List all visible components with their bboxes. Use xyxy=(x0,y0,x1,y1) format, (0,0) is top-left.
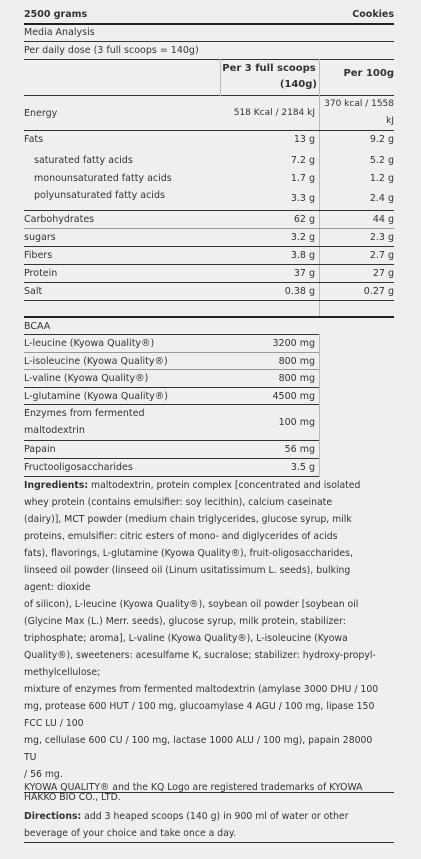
nutrient-row xyxy=(24,131,394,148)
col-separator xyxy=(319,334,320,477)
nutrient-row xyxy=(24,265,394,282)
col-header-scoops-l1: Per 3 full scoops xyxy=(222,63,316,74)
directions-line: beverage of your choice and take once a day. xyxy=(24,828,237,839)
bcaa-label: BCAA xyxy=(24,321,51,332)
ingredients-title: Ingredients: xyxy=(24,480,89,491)
ingredients-line: of silicon), L-leucine (Kyowa Quality®), soybean oil powder [soybean oil xyxy=(24,599,359,610)
col-header-scoops xyxy=(219,61,319,93)
trademark-line: HAKKO BIO CO., LTD. xyxy=(24,792,121,803)
bcaa-item-row xyxy=(24,388,319,405)
ingredients-line: FCC LU / 100 xyxy=(24,718,84,729)
ingredients-line: linseed oil powder (linseed oil (Linum usitatissimum L. seeds), bulking xyxy=(24,565,351,576)
col-header-per100: Per 100g xyxy=(343,68,394,79)
header-row xyxy=(24,6,394,22)
fos-row xyxy=(24,459,319,476)
directions-line: add 3 heaped scoops (140 g) in 900 ml of water or other xyxy=(81,811,349,822)
energy-per100-l1: 370 kcal / 1558 xyxy=(324,99,394,109)
ingredients-line: / 56 mg. xyxy=(24,769,63,780)
divider xyxy=(24,792,394,793)
nutrient-label: Fats xyxy=(24,134,44,145)
nutrient-row xyxy=(24,152,394,169)
divider xyxy=(24,59,394,60)
nutrient-per100: 2.3 g xyxy=(369,232,394,243)
ingredients-line: fats), flavorings, L-glutamine (Kyowa Quality®), fruit-oligosaccharides, xyxy=(24,548,353,559)
papain-row xyxy=(24,441,319,458)
nutrient-label: Salt xyxy=(24,286,43,297)
bcaa-item-value: 800 mg xyxy=(278,373,315,384)
bcaa-item-label: L-glutamine (Kyowa Quality®) xyxy=(24,391,169,402)
energy-label: Energy xyxy=(24,107,58,119)
nutrient-per100: 2.7 g xyxy=(369,250,394,261)
bcaa-item-row xyxy=(24,353,319,370)
nutrient-label: saturated fatty acids xyxy=(34,155,133,166)
enzymes-value: 100 mg xyxy=(278,416,315,428)
bcaa-item-row xyxy=(24,335,319,352)
ingredients-line: maltodextrin, protein complex [concentrated and isolated xyxy=(88,480,361,491)
enzymes-label-l2: maltodextrin xyxy=(24,425,85,436)
enzymes-row xyxy=(24,405,319,439)
dose-row xyxy=(24,42,394,59)
trademark-line: KYOWA QUALITY® and the KQ Logo are registered trademarks of KYOWA xyxy=(24,782,363,793)
trademark-block xyxy=(24,783,379,803)
fos-label: Fructooligosaccharides xyxy=(24,462,133,473)
nutrient-row xyxy=(24,229,394,246)
directions-block xyxy=(24,808,379,842)
nutrient-per100: 1.2 g xyxy=(369,173,394,184)
dose-label: Per daily dose (3 full scoops = 140g) xyxy=(24,45,199,56)
energy-scoops: 518 Kcal / 2184 kJ xyxy=(233,108,315,118)
ingredients-line: agent: dioxide xyxy=(24,582,91,593)
col-header-scoops-l2: (140g) xyxy=(279,79,317,90)
bcaa-row xyxy=(24,318,319,335)
nutrient-scoops: 7.2 g xyxy=(290,155,315,166)
papain-label: Papain xyxy=(24,444,56,455)
bcaa-item-value: 4500 mg xyxy=(272,391,315,402)
bcaa-item-label: L-valine (Kyowa Quality®) xyxy=(24,373,149,384)
nutrient-per100: 27 g xyxy=(372,268,394,279)
nutrient-row xyxy=(24,247,394,264)
ingredients-line: mixture of enzymes from fermented maltodextrin (amylase 3000 DHU / 100 xyxy=(24,684,379,695)
nutrient-row xyxy=(24,187,394,204)
nutrient-scoops: 3.8 g xyxy=(290,250,315,261)
nutrient-scoops: 37 g xyxy=(293,268,315,279)
col-separator xyxy=(220,59,221,96)
energy-per100-l2: kJ xyxy=(386,116,394,126)
nutrient-row xyxy=(24,211,394,228)
nutrient-per100: 5.2 g xyxy=(369,155,394,166)
energy-row xyxy=(24,96,394,130)
nutrient-scoops: 3.2 g xyxy=(290,232,315,243)
nutrient-label: Protein xyxy=(24,268,58,279)
energy-per100 xyxy=(319,96,394,130)
nutrient-label: Carbohydrates xyxy=(24,214,95,225)
nutrient-row xyxy=(24,283,394,300)
bcaa-item-label: L-leucine (Kyowa Quality®) xyxy=(24,338,155,349)
papain-value: 56 mg xyxy=(284,444,315,455)
nutrient-scoops: 62 g xyxy=(293,214,315,225)
nutrient-per100: 44 g xyxy=(372,214,394,225)
nutrient-label: monounsaturated fatty acids xyxy=(34,173,172,184)
ingredients-line: methylcellulose; xyxy=(24,667,101,678)
enzymes-label-l1: Enzymes from fermented xyxy=(24,408,145,419)
nutrient-label: polyunsaturated fatty acids xyxy=(34,190,165,201)
directions-title: Directions: xyxy=(24,811,82,822)
analysis-row xyxy=(24,24,394,41)
product-weight: 2500 grams xyxy=(24,8,88,20)
divider xyxy=(24,300,394,301)
nutrient-label: Fibers xyxy=(24,250,53,261)
bcaa-item-label: L-isoleucine (Kyowa Quality®) xyxy=(24,356,168,367)
nutrient-per100: 9.2 g xyxy=(369,134,394,145)
ingredients-block xyxy=(24,477,379,783)
ingredients-line: (dairy)], MCT powder (medium chain triglycerides, glucose syrup, milk xyxy=(24,514,352,525)
nutrient-label: sugars xyxy=(24,232,56,243)
ingredients-line: proteins, emulsifier: citric esters of mono- and diglycerides of acids xyxy=(24,531,338,542)
product-flavor: Cookies xyxy=(352,8,394,20)
bcaa-item-row xyxy=(24,370,319,387)
nutrient-scoops: 13 g xyxy=(293,134,315,145)
enzymes-label xyxy=(24,405,224,439)
ingredients-line: Quality®), sweeteners: acesulfame K, sucralose; stabilizer: hydroxy-propyl- xyxy=(24,650,376,661)
ingredients-line: triphosphate; aroma], L-valine (Kyowa Quality®), L-isoleucine (Kyowa xyxy=(24,633,348,644)
analysis-label: Media Analysis xyxy=(24,27,95,38)
fos-value: 3.5 g xyxy=(290,462,315,473)
nutrient-scoops: 1.7 g xyxy=(290,173,315,184)
nutrient-scoops: 0.38 g xyxy=(284,286,315,297)
nutrient-per100: 0.27 g xyxy=(363,286,394,297)
ingredients-line: (Glycine Max (L.) Merr. seeds), glucose syrup, milk protein, stabilizer: xyxy=(24,616,346,627)
ingredients-line: mg, cellulase 600 CU / 100 mg, lactase 1000 ALU / 100 mg), papain 28000 TU xyxy=(24,735,373,763)
nutrient-scoops: 3.3 g xyxy=(290,193,315,204)
nutrient-per100: 2.4 g xyxy=(369,193,394,204)
nutrient-row xyxy=(24,170,394,187)
bcaa-item-value: 3200 mg xyxy=(272,338,315,349)
bcaa-item-value: 800 mg xyxy=(278,356,315,367)
divider xyxy=(24,842,394,843)
ingredients-line: mg, protease 600 HUT / 100 mg, glucoamylase 4 AGU / 100 mg, lipase 150 xyxy=(24,701,375,712)
ingredients-line: whey protein (contains emulsifier: soy lecithin), calcium caseinate xyxy=(24,497,333,508)
